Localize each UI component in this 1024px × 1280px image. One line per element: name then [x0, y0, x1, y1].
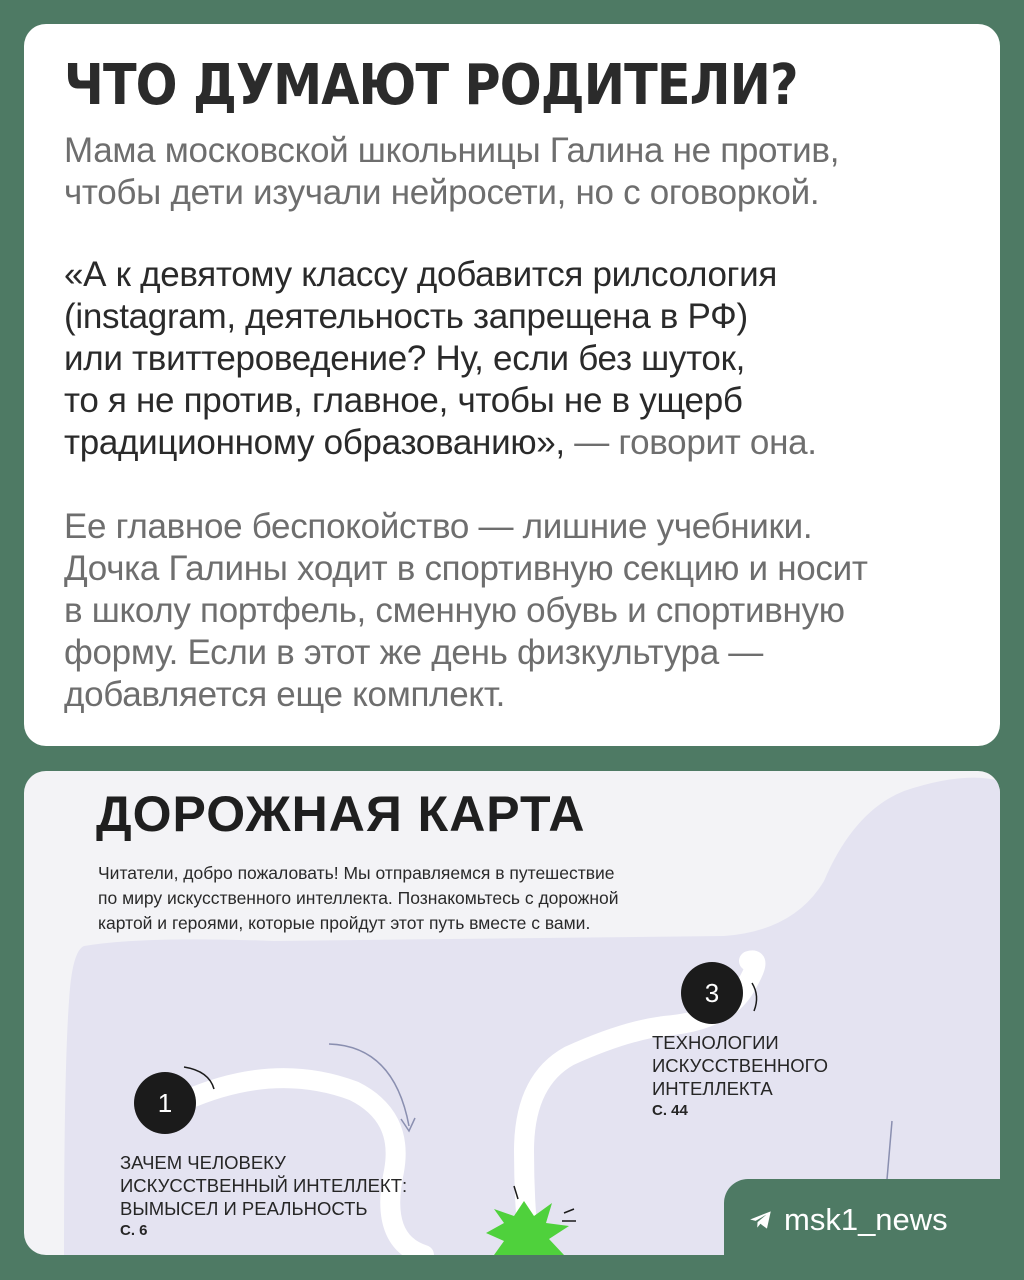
concern-line: Ее главное беспокойство — лишние учебники.	[64, 507, 813, 546]
concern-line: Дочка Галины ходит в спортивную секцию и носит	[64, 549, 868, 588]
channel-badge[interactable]	[724, 1179, 1020, 1261]
quote-line: традиционному образованию»,	[64, 423, 565, 462]
concern-line: добавляется еще комплект.	[64, 675, 506, 714]
step-3-label-line: ИНТЕЛЛЕКТА	[652, 1078, 773, 1099]
step-3-page: С. 44	[652, 1102, 688, 1119]
step-3-label	[652, 1031, 828, 1122]
quote-attribution: — говорит она.	[564, 423, 817, 462]
quote-line: то я не против, главное, чтобы не в ущерб	[64, 381, 743, 420]
roadmap-intro	[98, 861, 818, 936]
quote-line: или твиттероведение? Ну, если без шуток,	[64, 339, 746, 378]
step-1-page: С. 6	[120, 1222, 148, 1239]
step-1-label-line: ИСКУССТВЕННЫЙ ИНТЕЛЛЕКТ:	[120, 1175, 408, 1196]
roadmap-title: ДОРОЖНАЯ КАРТА	[96, 786, 586, 842]
intro-paragraph	[64, 130, 960, 214]
quote-paragraph	[64, 254, 960, 464]
intro-line: Мама московской школьницы Галина не против,	[64, 131, 840, 170]
quote-line: «А к девятому классу добавится рилсология	[64, 255, 778, 294]
step-3-label-line: ТЕХНОЛОГИИ	[652, 1032, 779, 1053]
step-3-badge: 3	[681, 962, 743, 1024]
intro-line: чтобы дети изучали нейросети, но с оговоркой.	[64, 173, 820, 212]
concern-line: форму. Если в этот же день физкультура —	[64, 633, 763, 672]
concern-paragraph	[64, 506, 960, 716]
step-3-label-line: ИСКУССТВЕННОГО	[652, 1055, 828, 1076]
step-1-label-line: ВЫМЫСЕЛ И РЕАЛЬНОСТЬ	[120, 1198, 368, 1219]
channel-name: msk1_news	[784, 1202, 948, 1237]
step-1-label-line: ЗАЧЕМ ЧЕЛОВЕКУ	[120, 1152, 286, 1173]
roadmap-intro-line: Читатели, добро пожаловать! Мы отправляемся в путешествие	[98, 863, 615, 883]
article-card	[24, 24, 1000, 746]
telegram-icon	[748, 1207, 774, 1233]
quote-line: (instagram, деятельность запрещена в РФ)	[64, 297, 748, 336]
step-1-label	[120, 1151, 407, 1242]
roadmap-intro-line: картой и героями, которые пройдут этот путь вместе с вами.	[98, 913, 591, 933]
article-title: ЧТО ДУМАЮТ РОДИТЕЛИ?	[64, 53, 798, 118]
concern-line: в школу портфель, сменную обувь и спортивную	[64, 591, 845, 630]
step-1-badge: 1	[134, 1072, 196, 1134]
roadmap-intro-line: по миру искусственного интеллекта. Познакомьтесь с дорожной	[98, 888, 619, 908]
